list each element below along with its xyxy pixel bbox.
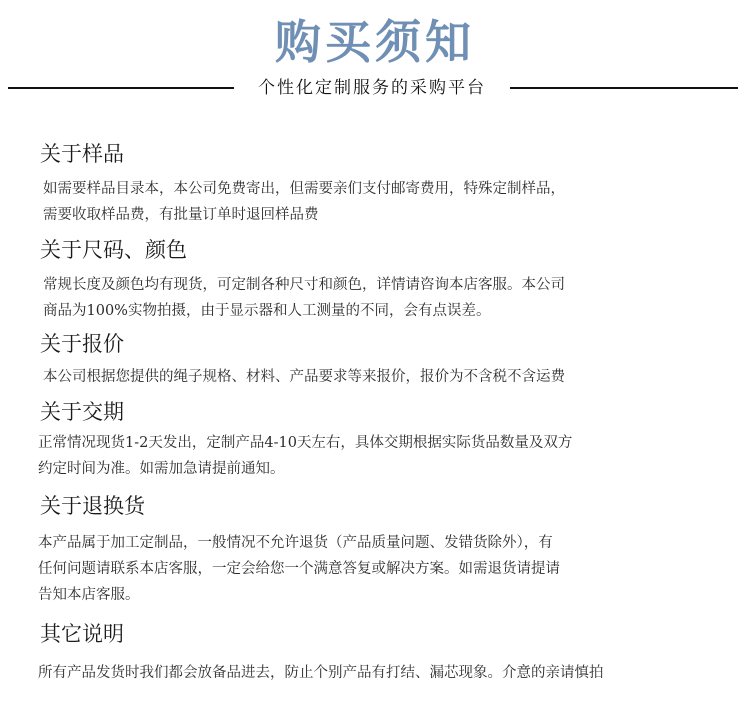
section-body-other <box>38 660 604 686</box>
section-line: 告知本店客服。 <box>38 587 140 603</box>
section-line: 商品为100%实物拍摄，由于显示器和人工测量的不同，会有点误差。 <box>43 303 491 319</box>
section-line: 本产品属于加工定制品，一般情况不允许退货（产品质量问题、发错货除外），有 <box>38 535 553 551</box>
section-line: 本公司根据您提供的绳子规格、材料、产品要求等来报价，报价为不含税不含运费 <box>43 369 565 385</box>
section-line: 常规长度及颜色均有现货，可定制各种尺寸和颜色，详情请咨询本店客服。本公司 <box>43 277 565 293</box>
section-line: 任何问题请联系本店客服，一定会给您一个满意答复或解决方案。如需退货请提请 <box>38 561 560 577</box>
section-line: 正常情况现货1-2天发出，定制产品4-10天左右，具体交期根据实际货品数量及双方 <box>38 435 573 451</box>
section-heading-quote: 关于报价 <box>40 332 124 356</box>
section-heading-returns: 关于退换货 <box>40 494 145 518</box>
section-body-returns <box>38 530 560 608</box>
divider-right <box>510 87 738 89</box>
section-body-quote <box>43 364 565 390</box>
section-body-samples <box>43 176 565 228</box>
section-line: 所有产品发货时我们都会放备品进去，防止个别产品有打结、漏芯现象。介意的亲请慎拍 <box>38 665 604 681</box>
section-line: 约定时间为准。如需加急请提前通知。 <box>38 461 285 477</box>
section-heading-size-color: 关于尺码、颜色 <box>40 238 187 262</box>
section-heading-delivery: 关于交期 <box>40 400 124 424</box>
page-title: 购买须知 <box>275 15 475 69</box>
section-heading-samples: 关于样品 <box>40 142 124 166</box>
subtitle-row <box>0 74 750 102</box>
section-heading-other: 其它说明 <box>40 622 124 646</box>
section-body-size-color <box>43 272 565 324</box>
section-line: 需要收取样品费，有批量订单时退回样品费 <box>43 207 319 223</box>
section-body-delivery <box>38 430 572 482</box>
section-line: 如需要样品目录本，本公司免费寄出，但需要亲们支付邮寄费用，特殊定制样品， <box>43 181 565 197</box>
divider-left <box>8 87 234 89</box>
page-subtitle: 个性化定制服务的采购平台 <box>258 78 486 98</box>
